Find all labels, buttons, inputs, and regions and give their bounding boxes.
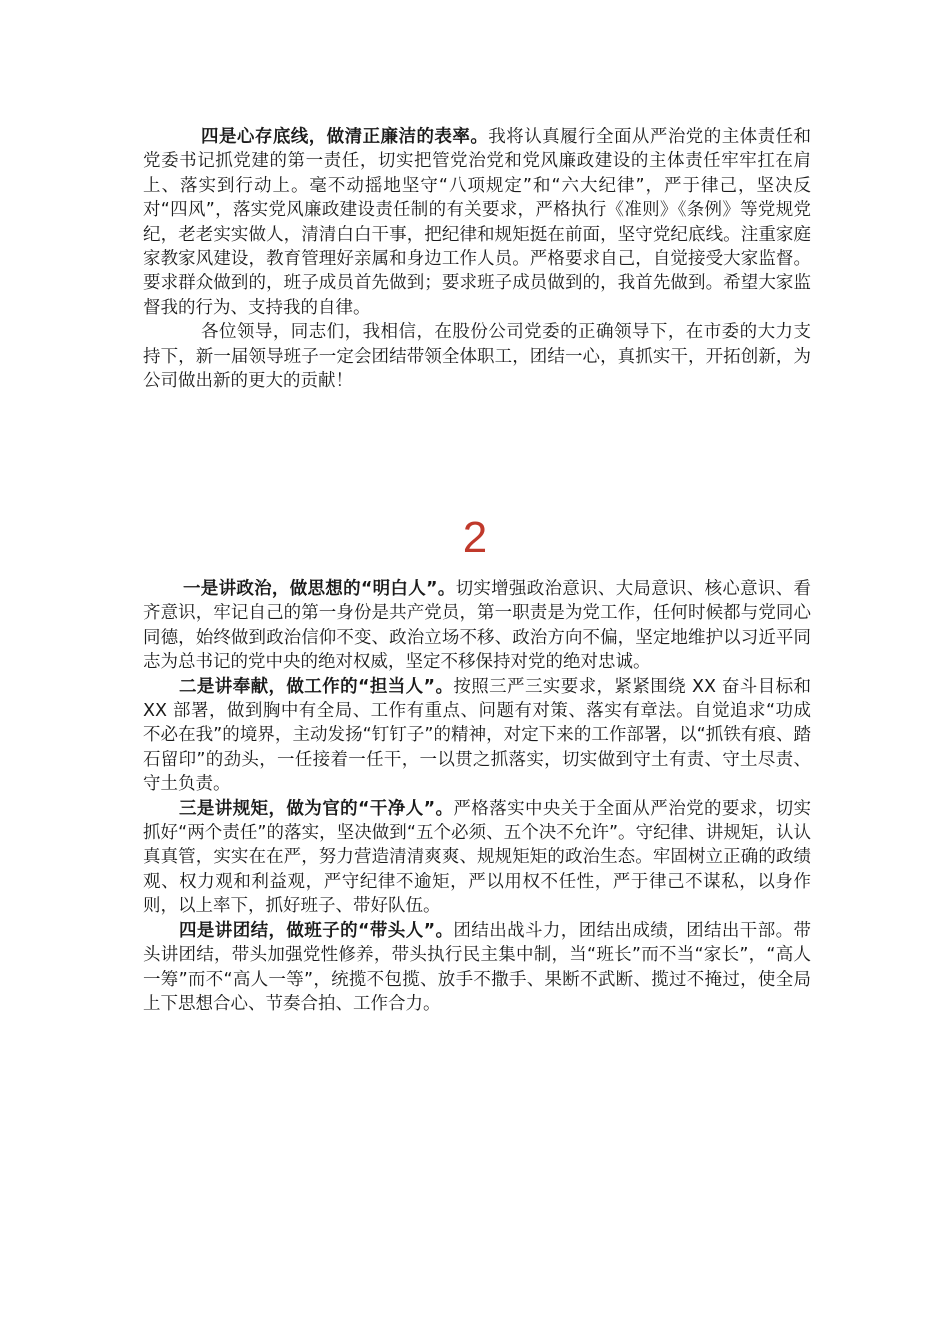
paragraph-lead: 一是讲政治，做思想的“明白人”。: [183, 579, 456, 599]
section-2: [143, 577, 811, 1016]
paragraph-dedication: [143, 675, 811, 797]
paragraph-body: 切实增强政治意识、大局意识、核心意识、看齐意识，牢记自己的第一身份是共产党员，第一职责是为党工作，任何时候都与党同心同德，始终做到政治信仰不变、政治立场不移、政治方向不偏，坚定地维护以习近平同志为总书记的党中央的绝对权威，坚定不移保持对党的绝对忠诚。: [143, 579, 811, 673]
paragraph-integrity: [143, 125, 811, 320]
paragraph-body: 严格落实中央关于全面从严治党的要求，切实抓好“两个责任”的落实，坚决做到“五个必须、五个决不允许”。守纪律、讲规矩，认认真真管，实实在在严，努力营造清清爽爽、规规矩矩的政治生态。牢固树立正确的政绩观、权力观和利益观，严守纪律不逾矩，严以用权不任性，严于律己不谋私，以身作则，以上率下，抓好班子、带好队伍。: [143, 798, 811, 917]
paragraph-politics: [143, 577, 811, 675]
paragraph-closing: 各位领导，同志们，我相信，在股份公司党委的正确领导下，在市委的大力支持下，新一届领导班子一定会团结带领全体职工，团结一心，真抓实干，开拓创新，为公司做出新的更大的贡献！: [143, 322, 811, 392]
paragraph-lead: 二是讲奉献，做工作的“担当人”。: [179, 676, 454, 697]
paragraph-lead: 三是讲规矩，做为官的“干净人”。: [179, 798, 454, 819]
section-1: [143, 125, 811, 393]
section-number: 2: [462, 513, 488, 562]
paragraph-lead: 四是心存底线，做清正廉洁的表率。: [201, 127, 489, 147]
paragraph-body: 团结出战斗力，团结出成绩，团结出干部。带头讲团结，带头加强党性修养，带头执行民主集中制，当“班长”而不当“家长”，“高人一筹”而不“高人一等”，统揽不包揽、放手不撒手、果断不武断、揽过不掩过，使全局上下思想合心、节奏合拍、工作合力。: [143, 920, 812, 1014]
paragraph-rules: [143, 797, 811, 919]
paragraph-lead: 四是讲团结，做班子的“带头人”。: [179, 920, 454, 941]
paragraph-body: 我将认真履行全面从严治党的主体责任和党委书记抓党建的第一责任，切实把管党治党和党风廉政建设的主体责任牢牢扛在肩上、落实到行动上。毫不动摇地坚守“八项规定”和“六大纪律”，严于律己，坚决反对“四风”，落实党风廉政建设责任制的有关要求，严格执行《准则》《条例》等党规党纪，老老实实做人，清清白白干事，把纪律和规矩挺在前面，坚守党纪底线。注重家庭家教家风建设，教育管理好亲属和身边工作人员。严格要求自己，自觉接受大家监督。要求群众做到的，班子成员首先做到；要求班子成员做到的，我首先做到。希望大家监督我的行为、支持我的自律。: [143, 127, 812, 318]
paragraph-unity: [143, 919, 811, 1017]
paragraph-body: 按照三严三实要求，紧紧围绕 XX 奋斗目标和 XX 部署，做到胸中有全局、工作有重点、问题有对策、落实有章法。自觉追求“功成不必在我”的境界，主动发扬“钉钉子”的精神，对定下来的工作部署，以“抓铁有痕、踏石留印”的劲头，一任接着一任干，一以贯之抓落实，切实做到守土有责、守土尽责、守土负责。: [143, 676, 811, 795]
